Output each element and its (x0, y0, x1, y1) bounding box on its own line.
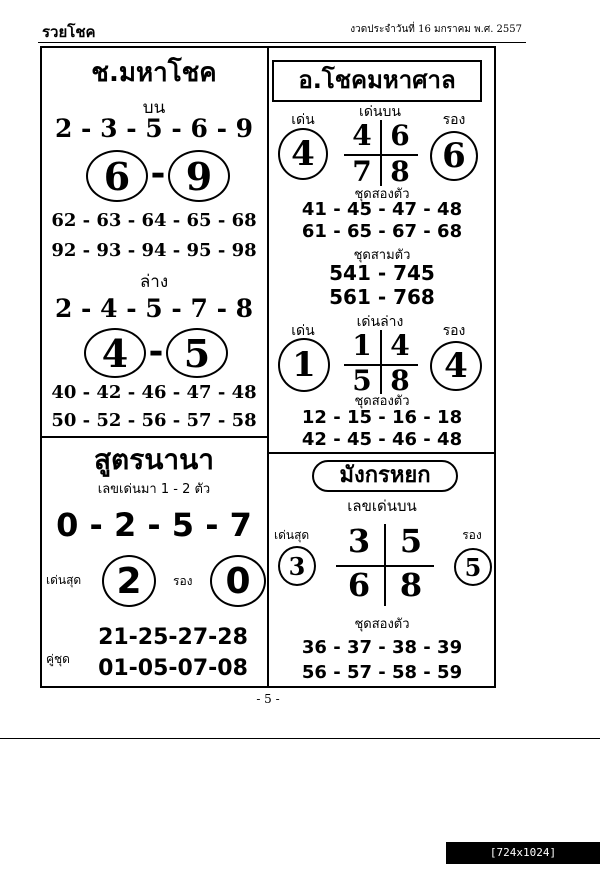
bottom-pick-2: 5 (183, 330, 211, 376)
top-pair-row-2: 92 - 93 - 94 - 95 - 98 (51, 240, 257, 261)
formula-second-value: 0 (225, 560, 251, 602)
top-pair-row-1: 62 - 63 - 64 - 65 - 68 (51, 210, 257, 231)
formula-second-label: รอง (173, 574, 193, 588)
formula-pair-label: คู่ชุด (46, 652, 70, 666)
right-bottom-set2-label: ชุดสองตัว (354, 394, 410, 409)
right-top-label-left: เด่น (291, 112, 315, 128)
top-pick-1: 6 (103, 153, 131, 199)
bottom-pair-row-2: 50 - 52 - 56 - 57 - 58 (51, 410, 257, 431)
right-top-grid-4: 8 (390, 155, 410, 188)
right-bottom-set2-row-1: 12 - 15 - 16 - 18 (301, 407, 463, 428)
right-bottom-grid-1: 1 (352, 329, 372, 362)
column-divider (267, 46, 269, 688)
dragon-panel-title: มังกรหยก (312, 460, 458, 492)
dragon-set2-row-2: 56 - 57 - 58 - 59 (301, 662, 463, 683)
formula-panel-title: สูตรนานา (93, 443, 215, 476)
right-top-label-center: เด่นบน (359, 104, 401, 120)
dragon-main-label: เด่นสุด (274, 528, 310, 542)
footer-rule (0, 738, 600, 739)
dragon-grid-1: 3 (347, 522, 371, 560)
magazine-name: รวยโชค (42, 23, 96, 41)
dragon-second: 5 (464, 552, 482, 582)
formula-pair-row-1: 21-25-27-28 (98, 625, 248, 650)
right-bottom-grid-3: 5 (352, 364, 372, 397)
right-bottom-set2-row-2: 42 - 45 - 46 - 48 (301, 429, 463, 450)
right-top-set2-row-2: 61 - 65 - 67 - 68 (301, 221, 463, 242)
dragon-grid-3: 6 (347, 566, 371, 604)
left-panel-title: ช.มหาโชค (91, 58, 217, 88)
right-bottom-main-circle (278, 338, 330, 392)
formula-main-circle (102, 555, 156, 607)
right-top-grid-2: 6 (390, 119, 410, 152)
bottom-pick-circle-2 (166, 328, 228, 378)
right-bottom-grid-4: 8 (390, 364, 410, 397)
dragon-second-circle (454, 548, 492, 586)
right-top-set3-row-1: 541 - 745 (329, 261, 435, 285)
top-digits: 2 - 3 - 5 - 6 - 9 (54, 114, 254, 143)
top-pick-circle-1 (86, 150, 148, 202)
dragon-subtitle: เลขเด่นบน (347, 497, 417, 515)
dragon-main-circle (278, 546, 316, 586)
top-label: บน (142, 98, 166, 118)
bottom-pick-dash: - (148, 330, 164, 372)
dragon-grid-2: 5 (399, 522, 423, 560)
formula-pair-row-2: 01-05-07-08 (98, 656, 248, 681)
image-host-watermark: [724x1024] http://upic.me/ (446, 842, 600, 864)
right-top-set3-label: ชุดสามตัว (353, 248, 411, 263)
formula-main-value: 2 (116, 560, 142, 602)
formula-second-circle (210, 555, 266, 607)
right-top-main-circle (278, 128, 328, 180)
page-number: - 5 - (256, 692, 280, 706)
bottom-pick-circle-1 (84, 328, 146, 378)
dragon-main: 3 (288, 551, 306, 581)
dragon-second-label: รอง (462, 528, 482, 542)
right-top-second-circle (430, 131, 478, 181)
issue-date: งวดประจำวันที่ 16 มกราคม พ.ศ. 2557 (350, 24, 522, 35)
right-bottom-main: 1 (292, 345, 316, 385)
right-panel-title: อ.โชคมหาศาล (272, 60, 482, 102)
right-bottom-second-circle (430, 341, 482, 391)
right-bottom-label-right: รอง (442, 323, 466, 339)
bottom-pair-row-1: 40 - 42 - 46 - 47 - 48 (51, 382, 257, 403)
right-top-grid-3: 7 (352, 155, 372, 188)
right-top-second: 6 (442, 136, 466, 176)
right-top-label-right: รอง (442, 112, 466, 128)
bottom-pick-1: 4 (101, 330, 129, 376)
bottom-label: ล่าง (139, 272, 169, 292)
right-top-set2-row-1: 41 - 45 - 47 - 48 (301, 199, 463, 220)
dragon-set2-row-1: 36 - 37 - 38 - 39 (301, 637, 463, 658)
right-bottom-second: 4 (444, 346, 468, 386)
bottom-digits: 2 - 4 - 5 - 7 - 8 (54, 294, 254, 323)
right-bottom-label-left: เด่น (291, 323, 315, 339)
top-pick-2: 9 (185, 153, 213, 199)
right-bottom-label-center: เด่นล่าง (356, 314, 404, 330)
formula-subtitle: เลขเด่นมา 1 - 2 ตัว (97, 482, 211, 497)
formula-digits: 0 - 2 - 5 - 7 (56, 506, 252, 544)
header-rule (38, 42, 526, 43)
formula-main-label: เด่นสุด (46, 573, 82, 587)
top-pick-dash: - (150, 152, 166, 194)
right-section-divider (267, 452, 496, 454)
right-top-grid-1: 4 (352, 119, 372, 152)
dragon-grid-4: 8 (399, 566, 423, 604)
right-top-set3-row-2: 561 - 768 (329, 285, 435, 309)
top-pick-circle-2 (168, 150, 230, 202)
right-bottom-grid-2: 4 (390, 329, 410, 362)
dragon-set2-label: ชุดสองตัว (354, 617, 410, 632)
right-top-main: 4 (291, 134, 315, 174)
right-top-set2-label: ชุดสองตัว (354, 187, 410, 202)
dragon-grid-v (384, 524, 386, 606)
